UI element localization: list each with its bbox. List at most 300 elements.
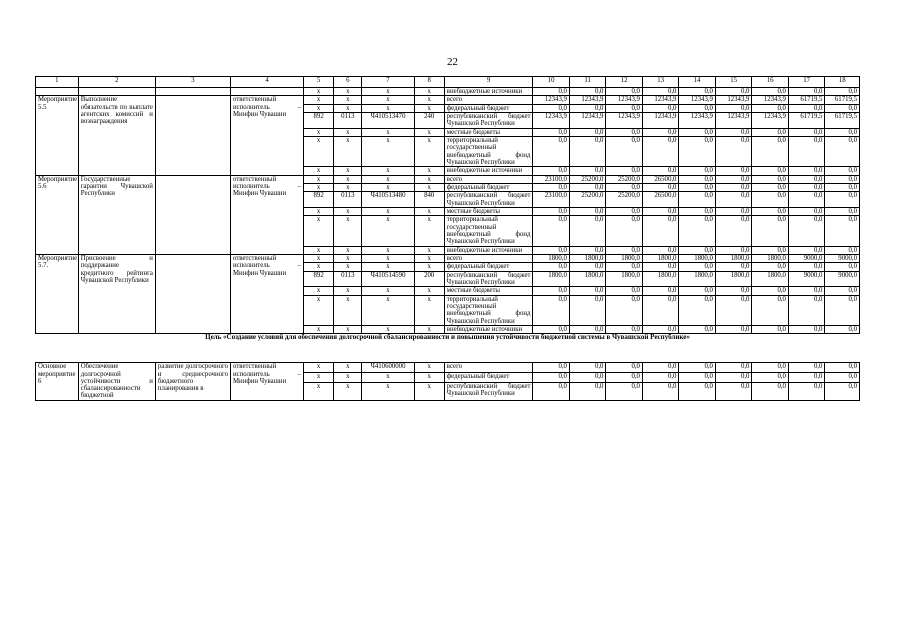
header-cell: 3 bbox=[155, 77, 230, 88]
executor-cell: ответственный исполнитель – Минфин Чувашии bbox=[231, 363, 304, 401]
amount-cell: 0,0 bbox=[788, 295, 825, 325]
amount-cell: 0,0 bbox=[788, 128, 825, 136]
amount-cell: 0,0 bbox=[533, 167, 570, 175]
amount-cell: 0,0 bbox=[825, 295, 860, 325]
code-cell: Ч410513470 bbox=[362, 112, 414, 128]
code-cell: x bbox=[414, 363, 444, 373]
amount-cell: 61719,5 bbox=[825, 96, 860, 104]
amount-cell: 0,0 bbox=[715, 175, 752, 183]
code-cell: x bbox=[304, 88, 334, 96]
amount-cell: 0,0 bbox=[752, 372, 789, 382]
amount-cell: 0,0 bbox=[533, 183, 570, 191]
code-cell: x bbox=[362, 167, 414, 175]
amount-cell: 0,0 bbox=[679, 363, 716, 373]
amount-cell: 0,0 bbox=[642, 207, 679, 215]
amount-cell: 1800,0 bbox=[752, 271, 789, 287]
code-cell: x bbox=[334, 254, 362, 262]
amount-cell: 0,0 bbox=[606, 382, 643, 400]
amount-cell: 0,0 bbox=[715, 263, 752, 271]
amount-cell: 12343,9 bbox=[533, 112, 570, 128]
code-cell: x bbox=[304, 183, 334, 191]
event-name-cell: Обеспечение долгосрочной устойчивости и сбалансированности бюджетной bbox=[78, 363, 155, 401]
amount-cell: 12343,9 bbox=[679, 96, 716, 104]
amount-cell: 0,0 bbox=[606, 263, 643, 271]
code-cell: x bbox=[334, 382, 362, 400]
funding-source-cell: территориальный государственный внебюджетный фонд Чувашской Республики bbox=[444, 136, 533, 166]
amount-cell: 0,0 bbox=[679, 216, 716, 246]
funding-source-cell: республиканский бюджет Чувашской Республики bbox=[444, 271, 533, 287]
code-cell: x bbox=[304, 104, 334, 112]
amount-cell: 0,0 bbox=[679, 183, 716, 191]
amount-cell: 0,0 bbox=[679, 207, 716, 215]
amount-cell: 12343,9 bbox=[569, 112, 606, 128]
code-cell: x bbox=[362, 175, 414, 183]
amount-cell: 1800,0 bbox=[715, 254, 752, 262]
amount-cell: 0,0 bbox=[533, 246, 570, 254]
amount-cell: 0,0 bbox=[715, 287, 752, 295]
amount-cell: 0,0 bbox=[679, 128, 716, 136]
code-cell: x bbox=[304, 295, 334, 325]
amount-cell: 0,0 bbox=[569, 382, 606, 400]
code-cell: x bbox=[334, 104, 362, 112]
code-cell: x bbox=[334, 128, 362, 136]
code-cell: x bbox=[304, 167, 334, 175]
code-cell: x bbox=[362, 128, 414, 136]
amount-cell: 0,0 bbox=[569, 104, 606, 112]
amount-cell: 0,0 bbox=[825, 128, 860, 136]
amount-cell: 0,0 bbox=[533, 128, 570, 136]
code-cell: x bbox=[414, 216, 444, 246]
amount-cell: 1800,0 bbox=[752, 254, 789, 262]
header-cell: 11 bbox=[569, 77, 606, 88]
code-cell: x bbox=[414, 325, 444, 333]
code-cell: x bbox=[414, 88, 444, 96]
amount-cell: 61719,5 bbox=[788, 96, 825, 104]
amount-cell: 0,0 bbox=[752, 136, 789, 166]
amount-cell: 9000,0 bbox=[825, 254, 860, 262]
amount-cell: 1800,0 bbox=[606, 271, 643, 287]
amount-cell: 0,0 bbox=[715, 128, 752, 136]
header-cell: 2 bbox=[78, 77, 155, 88]
code-cell: x bbox=[414, 254, 444, 262]
code-cell: x bbox=[334, 372, 362, 382]
code-cell: x bbox=[304, 325, 334, 333]
code-cell: 892 bbox=[304, 112, 334, 128]
amount-cell: 0,0 bbox=[715, 216, 752, 246]
amount-cell: 0,0 bbox=[752, 363, 789, 373]
amount-cell: 0,0 bbox=[825, 104, 860, 112]
amount-cell: 0,0 bbox=[825, 216, 860, 246]
code-cell: Ч410513480 bbox=[362, 192, 414, 208]
amount-cell: 0,0 bbox=[642, 382, 679, 400]
code-cell: x bbox=[362, 136, 414, 166]
amount-cell: 0,0 bbox=[679, 372, 716, 382]
amount-cell: 0,0 bbox=[679, 263, 716, 271]
code-cell: 0113 bbox=[334, 271, 362, 287]
amount-cell: 0,0 bbox=[752, 88, 789, 96]
code-cell: 0113 bbox=[334, 192, 362, 208]
code-cell: x bbox=[334, 96, 362, 104]
code-cell: x bbox=[334, 287, 362, 295]
amount-cell: 0,0 bbox=[788, 175, 825, 183]
amount-cell: 61719,5 bbox=[788, 112, 825, 128]
code-cell: x bbox=[304, 254, 334, 262]
funding-source-cell: федеральный бюджет bbox=[444, 104, 533, 112]
header-cell: 13 bbox=[642, 77, 679, 88]
amount-cell: 26500,0 bbox=[642, 192, 679, 208]
code-cell: 892 bbox=[304, 192, 334, 208]
amount-cell: 0,0 bbox=[825, 192, 860, 208]
funding-source-cell: республиканский бюджет Чувашской Республики bbox=[444, 192, 533, 208]
header-cell: 17 bbox=[788, 77, 825, 88]
code-cell: x bbox=[334, 167, 362, 175]
amount-cell: 0,0 bbox=[825, 183, 860, 191]
code-cell: x bbox=[334, 263, 362, 271]
amount-cell: 0,0 bbox=[788, 207, 825, 215]
amount-cell: 0,0 bbox=[569, 183, 606, 191]
event-name-cell: Выполнение обязательств по выплате агентских комиссий и вознаграждения bbox=[78, 96, 155, 175]
amount-cell: 0,0 bbox=[752, 246, 789, 254]
amount-cell: 0,0 bbox=[533, 136, 570, 166]
amount-cell: 0,0 bbox=[715, 246, 752, 254]
amount-cell: 1800,0 bbox=[679, 254, 716, 262]
amount-cell: 0,0 bbox=[642, 104, 679, 112]
funding-source-cell: всего bbox=[444, 363, 533, 373]
amount-cell: 0,0 bbox=[715, 167, 752, 175]
amount-cell: 0,0 bbox=[569, 325, 606, 333]
amount-cell: 23100,0 bbox=[533, 192, 570, 208]
amount-cell: 0,0 bbox=[715, 207, 752, 215]
amount-cell: 0,0 bbox=[715, 88, 752, 96]
amount-cell: 0,0 bbox=[788, 192, 825, 208]
code-cell: 0113 bbox=[334, 112, 362, 128]
amount-cell: 0,0 bbox=[788, 325, 825, 333]
funding-source-cell: федеральный бюджет bbox=[444, 372, 533, 382]
amount-cell: 0,0 bbox=[825, 246, 860, 254]
goal-link-cell bbox=[155, 96, 230, 175]
code-cell: x bbox=[362, 263, 414, 271]
funding-source-cell: местные бюджеты bbox=[444, 287, 533, 295]
amount-cell: 12343,9 bbox=[715, 96, 752, 104]
amount-cell: 0,0 bbox=[825, 372, 860, 382]
amount-cell: 0,0 bbox=[715, 136, 752, 166]
amount-cell: 61719,5 bbox=[825, 112, 860, 128]
amount-cell: 0,0 bbox=[679, 104, 716, 112]
amount-cell: 1800,0 bbox=[606, 254, 643, 262]
code-cell: x bbox=[414, 96, 444, 104]
code-cell: x bbox=[414, 382, 444, 400]
amount-cell: 0,0 bbox=[569, 372, 606, 382]
amount-cell: 0,0 bbox=[642, 372, 679, 382]
code-cell: x bbox=[304, 175, 334, 183]
amount-cell: 0,0 bbox=[642, 88, 679, 96]
code-cell: x bbox=[362, 254, 414, 262]
amount-cell: 1800,0 bbox=[569, 254, 606, 262]
code-cell: x bbox=[362, 88, 414, 96]
amount-cell: 0,0 bbox=[788, 263, 825, 271]
funding-source-cell: территориальный государственный внебюджетный фонд Чувашской Республики bbox=[444, 216, 533, 246]
code-cell: x bbox=[414, 104, 444, 112]
amount-cell: 1800,0 bbox=[569, 271, 606, 287]
header-cell: 5 bbox=[304, 77, 334, 88]
code-cell: Ч410600000 bbox=[362, 363, 414, 373]
amount-cell: 0,0 bbox=[569, 287, 606, 295]
header-cell: 16 bbox=[752, 77, 789, 88]
amount-cell: 0,0 bbox=[642, 263, 679, 271]
amount-cell: 12343,9 bbox=[606, 112, 643, 128]
funding-source-cell: всего bbox=[444, 254, 533, 262]
header-cell: 12 bbox=[606, 77, 643, 88]
code-cell: x bbox=[304, 372, 334, 382]
code-cell: x bbox=[362, 216, 414, 246]
table-row bbox=[36, 88, 860, 96]
amount-cell: 26500,0 bbox=[642, 175, 679, 183]
amount-cell: 0,0 bbox=[752, 183, 789, 191]
amount-cell: 0,0 bbox=[825, 325, 860, 333]
code-cell: x bbox=[414, 167, 444, 175]
amount-cell: 25200,0 bbox=[606, 192, 643, 208]
amount-cell: 0,0 bbox=[642, 325, 679, 333]
funding-source-cell: республиканский бюджет Чувашской Республики bbox=[444, 112, 533, 128]
code-cell: x bbox=[362, 372, 414, 382]
code-cell: x bbox=[334, 88, 362, 96]
code-cell: x bbox=[362, 207, 414, 215]
amount-cell: 0,0 bbox=[825, 207, 860, 215]
code-cell: x bbox=[334, 363, 362, 373]
amount-cell: 0,0 bbox=[715, 192, 752, 208]
amount-cell: 0,0 bbox=[679, 192, 716, 208]
amount-cell: 0,0 bbox=[715, 295, 752, 325]
amount-cell: 0,0 bbox=[788, 382, 825, 400]
funding-source-cell: республиканский бюджет Чувашской Республики bbox=[444, 382, 533, 400]
code-cell: x bbox=[334, 325, 362, 333]
amount-cell: 12343,9 bbox=[642, 112, 679, 128]
amount-cell: 0,0 bbox=[569, 363, 606, 373]
amount-cell: 0,0 bbox=[825, 167, 860, 175]
amount-cell: 0,0 bbox=[825, 363, 860, 373]
executor-cell: ответственный исполнитель – Минфин Чувашии bbox=[231, 254, 304, 333]
code-cell: x bbox=[334, 207, 362, 215]
amount-cell: 0,0 bbox=[606, 287, 643, 295]
goal-link-cell bbox=[155, 175, 230, 254]
event-number-cell: Мероприятие 5.7. bbox=[36, 254, 79, 333]
amount-cell: 12343,9 bbox=[569, 96, 606, 104]
amount-cell: 25200,0 bbox=[569, 192, 606, 208]
amount-cell: 0,0 bbox=[606, 183, 643, 191]
amount-cell: 9000,0 bbox=[825, 271, 860, 287]
code-cell: x bbox=[304, 363, 334, 373]
amount-cell: 0,0 bbox=[606, 325, 643, 333]
amount-cell: 0,0 bbox=[788, 246, 825, 254]
header-cell: 10 bbox=[533, 77, 570, 88]
page-number: 22 bbox=[447, 56, 458, 68]
executor-cell: ответственный исполнитель – Минфин Чувашии bbox=[231, 96, 304, 175]
header-cell: 14 bbox=[679, 77, 716, 88]
amount-cell: 1800,0 bbox=[679, 271, 716, 287]
amount-cell: 0,0 bbox=[569, 295, 606, 325]
header-cell: 15 bbox=[715, 77, 752, 88]
empty-cell bbox=[78, 88, 155, 96]
amount-cell: 0,0 bbox=[606, 372, 643, 382]
amount-cell: 0,0 bbox=[533, 382, 570, 400]
amount-cell: 0,0 bbox=[788, 136, 825, 166]
amount-cell: 0,0 bbox=[606, 216, 643, 246]
header-cell: 6 bbox=[334, 77, 362, 88]
amount-cell: 23100,0 bbox=[533, 175, 570, 183]
funding-source-cell: федеральный бюджет bbox=[444, 183, 533, 191]
amount-cell: 0,0 bbox=[642, 216, 679, 246]
funding-source-cell: внебюджетные источники bbox=[444, 246, 533, 254]
table-row bbox=[36, 254, 860, 262]
amount-cell: 1800,0 bbox=[533, 254, 570, 262]
amount-cell: 0,0 bbox=[642, 287, 679, 295]
amount-cell: 0,0 bbox=[825, 382, 860, 400]
code-cell: x bbox=[414, 207, 444, 215]
amount-cell: 9000,0 bbox=[788, 271, 825, 287]
executor-cell: ответственный исполнитель – Минфин Чувашии bbox=[231, 175, 304, 254]
amount-cell: 0,0 bbox=[679, 382, 716, 400]
empty-cell bbox=[155, 88, 230, 96]
code-cell: x bbox=[414, 287, 444, 295]
amount-cell: 0,0 bbox=[788, 167, 825, 175]
code-cell: x bbox=[362, 295, 414, 325]
code-cell: x bbox=[414, 372, 444, 382]
amount-cell: 0,0 bbox=[533, 325, 570, 333]
amount-cell: 0,0 bbox=[606, 167, 643, 175]
code-cell: 200 bbox=[414, 271, 444, 287]
code-cell: x bbox=[304, 216, 334, 246]
amount-cell: 12343,9 bbox=[606, 96, 643, 104]
amount-cell: 0,0 bbox=[715, 382, 752, 400]
amount-cell: 0,0 bbox=[679, 325, 716, 333]
amount-cell: 0,0 bbox=[569, 128, 606, 136]
amount-cell: 0,0 bbox=[606, 246, 643, 254]
header-cell: 7 bbox=[362, 77, 414, 88]
amount-cell: 0,0 bbox=[715, 325, 752, 333]
amount-cell: 0,0 bbox=[569, 167, 606, 175]
amount-cell: 0,0 bbox=[642, 128, 679, 136]
amount-cell: 0,0 bbox=[752, 263, 789, 271]
event-number-cell: Мероприятие 5.6 bbox=[36, 175, 79, 254]
goal-link-cell: развитие долгосрочного и среднесрочного бюджетного планирования в bbox=[155, 363, 230, 401]
code-cell: x bbox=[304, 246, 334, 254]
amount-cell: 0,0 bbox=[569, 216, 606, 246]
header-cell: 8 bbox=[414, 77, 444, 88]
code-cell: x bbox=[334, 216, 362, 246]
code-cell: x bbox=[362, 104, 414, 112]
amount-cell: 0,0 bbox=[642, 246, 679, 254]
amount-cell: 0,0 bbox=[569, 246, 606, 254]
amount-cell: 0,0 bbox=[533, 104, 570, 112]
amount-cell: 0,0 bbox=[642, 167, 679, 175]
code-cell: x bbox=[304, 136, 334, 166]
table-row bbox=[36, 175, 860, 183]
amount-cell: 1800,0 bbox=[642, 271, 679, 287]
amount-cell: 0,0 bbox=[569, 207, 606, 215]
code-cell: Ч410514590 bbox=[362, 271, 414, 287]
header-cell: 4 bbox=[231, 77, 304, 88]
funding-source-cell: федеральный бюджет bbox=[444, 263, 533, 271]
amount-cell: 0,0 bbox=[642, 183, 679, 191]
amount-cell: 1800,0 bbox=[715, 271, 752, 287]
amount-cell: 0,0 bbox=[606, 207, 643, 215]
amount-cell: 9000,0 bbox=[788, 254, 825, 262]
amount-cell: 1800,0 bbox=[642, 254, 679, 262]
amount-cell: 12343,9 bbox=[642, 96, 679, 104]
amount-cell: 0,0 bbox=[679, 167, 716, 175]
code-cell: 892 bbox=[304, 271, 334, 287]
amount-cell: 0,0 bbox=[533, 372, 570, 382]
code-cell: x bbox=[362, 246, 414, 254]
amount-cell: 0,0 bbox=[825, 88, 860, 96]
goal-row bbox=[36, 334, 860, 363]
amount-cell: 0,0 bbox=[606, 136, 643, 166]
amount-cell: 0,0 bbox=[752, 167, 789, 175]
amount-cell: 0,0 bbox=[825, 175, 860, 183]
amount-cell: 0,0 bbox=[642, 136, 679, 166]
code-cell: x bbox=[362, 183, 414, 191]
amount-cell: 1800,0 bbox=[533, 271, 570, 287]
amount-cell: 0,0 bbox=[533, 363, 570, 373]
funding-source-cell: внебюджетные источники bbox=[444, 88, 533, 96]
amount-cell: 0,0 bbox=[752, 295, 789, 325]
amount-cell: 0,0 bbox=[825, 287, 860, 295]
funding-source-cell: всего bbox=[444, 96, 533, 104]
goal-heading: Цель «Создание условий для обеспечения долгосрочной сбалансированности и повышения устойчивости бюджетной системы в Чувашской Республике» bbox=[36, 334, 860, 363]
amount-cell: 12343,9 bbox=[752, 112, 789, 128]
amount-cell: 0,0 bbox=[752, 192, 789, 208]
code-cell: x bbox=[304, 382, 334, 400]
funding-source-cell: всего bbox=[444, 175, 533, 183]
code-cell: x bbox=[304, 287, 334, 295]
amount-cell: 0,0 bbox=[825, 263, 860, 271]
code-cell: x bbox=[304, 128, 334, 136]
amount-cell: 0,0 bbox=[715, 372, 752, 382]
code-cell: x bbox=[362, 287, 414, 295]
code-cell: x bbox=[414, 136, 444, 166]
code-cell: x bbox=[414, 295, 444, 325]
header-cell: 1 bbox=[36, 77, 79, 88]
code-cell: x bbox=[334, 136, 362, 166]
amount-cell: 0,0 bbox=[533, 207, 570, 215]
empty-cell bbox=[36, 88, 79, 96]
amount-cell: 0,0 bbox=[788, 372, 825, 382]
amount-cell: 0,0 bbox=[679, 246, 716, 254]
amount-cell: 0,0 bbox=[788, 363, 825, 373]
amount-cell: 0,0 bbox=[752, 287, 789, 295]
code-cell: x bbox=[414, 175, 444, 183]
amount-cell: 0,0 bbox=[606, 128, 643, 136]
amount-cell: 0,0 bbox=[715, 183, 752, 191]
amount-cell: 0,0 bbox=[679, 295, 716, 325]
table-row bbox=[36, 96, 860, 104]
funding-source-cell: территориальный государственный внебюджетный фонд Чувашской Республики bbox=[444, 295, 533, 325]
funding-source-cell: местные бюджеты bbox=[444, 207, 533, 215]
goal-link-cell bbox=[155, 254, 230, 333]
table-row bbox=[36, 363, 860, 373]
code-cell: x bbox=[414, 263, 444, 271]
code-cell: x bbox=[304, 207, 334, 215]
amount-cell: 0,0 bbox=[606, 295, 643, 325]
amount-cell: 0,0 bbox=[752, 325, 789, 333]
amount-cell: 0,0 bbox=[788, 104, 825, 112]
amount-cell: 0,0 bbox=[606, 363, 643, 373]
code-cell: x bbox=[414, 246, 444, 254]
amount-cell: 12343,9 bbox=[752, 96, 789, 104]
code-cell: x bbox=[304, 96, 334, 104]
amount-cell: 0,0 bbox=[825, 136, 860, 166]
amount-cell: 12343,9 bbox=[679, 112, 716, 128]
